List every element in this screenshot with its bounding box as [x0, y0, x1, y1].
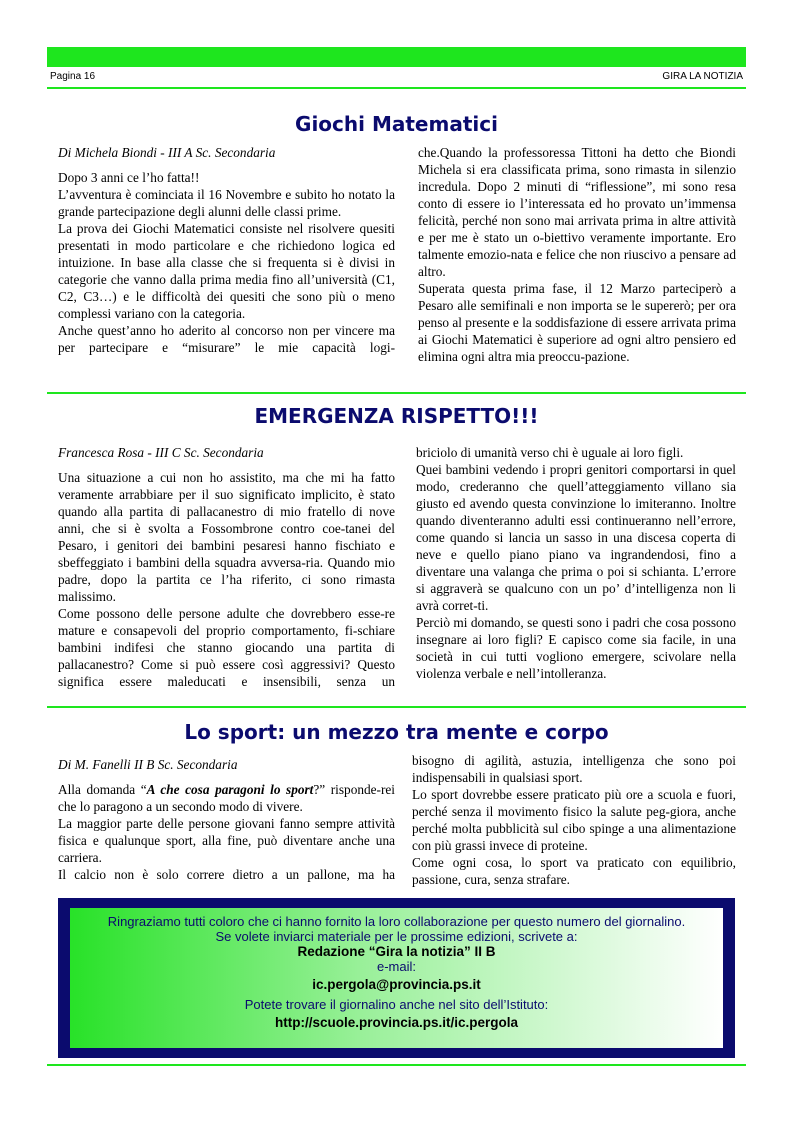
- question-suffix: ?” risponde-rei che lo paragono a un secondo modo di vivere.: [58, 782, 396, 814]
- site-text: Potete trovare il giornalino anche nel sito dell’Istituto:: [244, 997, 549, 1012]
- article1-byline: Di Michela Biondi - III A Sc. Secondaria: [58, 145, 276, 160]
- paragraph: bisogno di agilità, astuzia, intelligenza che sono poi indispensabili in qualsiasi sport.: [412, 753, 736, 785]
- paragraph: Come ogni cosa, lo sport va praticato con equilibrio, passione, cura, senza strafare.: [412, 855, 736, 887]
- email-address[interactable]: ic.pergola@provincia.ps.it: [312, 977, 481, 992]
- question-highlight: A che cosa paragoni lo sport: [146, 782, 314, 797]
- section-rule: [47, 706, 746, 708]
- paragraph: Lo sport dovrebbe essere praticato più ore a scuola e fuori, perché senza il movimento fisico la salute peg-giora, anche perché molta pubblicità sul cibo spinge a una alimentazione con più grassi invece di proteine.: [412, 787, 736, 853]
- article2-right-column: [416, 444, 736, 682]
- question-prefix: Alla domanda “: [58, 782, 147, 797]
- site-url-link[interactable]: http://scuole.provincia.ps.it/ic.pergola: [274, 1015, 519, 1030]
- paragraph: La prova dei Giochi Matematici consiste nel risolvere quesiti presentati in modo particolare e che richiedono logica ed intuizione. In base alla classe che si frequenta si è divisi in categorie che vanno dalla prima media fino all’università (C1, C2, C3…) e le difficoltà dei quesiti che sono più o meno complessi variano con la categoria.: [58, 221, 395, 321]
- article1-right-column: [418, 144, 736, 365]
- paragraph: Perciò mi domando, se questi sono i padri che cosa possono insegnare ai loro figli? E capisco come sia facile, in una società in cui tutti vogliono emergere, scivolare nella violenza verbale e nell’intolleranza.: [416, 615, 736, 681]
- paragraph: Dopo 3 anni ce l’ho fatta!!: [58, 170, 200, 185]
- journal-name: GIRA LA NOTIZIA: [662, 71, 743, 82]
- article-title-giochi: Giochi Matematici: [295, 112, 498, 136]
- paragraph: briciolo di umanità verso chi è uguale ai loro figli.: [416, 445, 684, 460]
- paragraph: Il calcio non è solo correre dietro a un pallone, ma ha: [58, 867, 395, 882]
- paragraph: Anche quest’anno ho aderito al concorso non per vincere ma per partecipare e “misurare” le mie capacità logi-: [58, 323, 395, 355]
- email-label: e-mail:: [376, 959, 416, 974]
- article-title-sport: Lo sport: un mezzo tra mente e corpo: [184, 720, 609, 744]
- header-rule: [47, 87, 746, 89]
- bottom-rule: [47, 1064, 746, 1066]
- article2-left-column: [58, 444, 395, 690]
- contact-box: [58, 898, 735, 1058]
- section-rule: [47, 392, 746, 394]
- page-number: Pagina 16: [50, 71, 96, 82]
- submission-text: Se volete inviarci materiale per le prossime edizioni, scrivete a:: [215, 929, 578, 944]
- redazione-name: Redazione “Gira la notizia” II B: [297, 944, 496, 959]
- paragraph: che.Quando la professoressa Tittoni ha detto che Biondi Michela si era classificata prima, sono rimasta in silenzio incredula. Dopo 2 minuti di “riflessione”, mi sono resa conto di essere io l’interessata ed ho provato un’immensa felicità, perché non sono mai arrivata prima in altre attività e per me è stato un o-biettivo veramente importante. Ero talmente emozio-nata e felice che non riuscivo a pensare ad altro.: [418, 145, 736, 279]
- paragraph: Come possono delle persone adulte che dovrebbero esse-re mature e consapevoli del proprio comportamento, fi-schiare bambini indifesi che stanno giocando una partita di pallacanestro? Come si può essere così aggressivi? Questo significa essere maleducati e insensibili, senza un: [58, 606, 395, 689]
- article1-left-column: [58, 144, 395, 356]
- article3-left-column: [58, 756, 395, 883]
- paragraph: Una situazione a cui non ho assistito, ma che mi ha fatto veramente arrabbiare per il suo significato implicito, è stato quando alla partita di pallacanestro di mio fratello di nove anni, che si è svolta a Fossombrone contro coe-tanei del Pesaro, i genitori dei bambini pesaresi hanno fischiato e sbeffeggiato i bambini della squadra avversa-ria. Quando mio padre, dopo la partita ce l’ha riferito, ci sono rimasta malissimo.: [58, 470, 395, 604]
- paragraph: [58, 781, 395, 815]
- paragraph: L’avventura è cominciata il 16 Novembre e subito ho notato la grande partecipazione degli alunni delle classi prime.: [58, 187, 395, 219]
- article3-right-column: [412, 752, 736, 888]
- article-title-emergenza: EMERGENZA RISPETTO!!!: [254, 404, 539, 428]
- article2-byline: Francesca Rosa - III C Sc. Secondaria: [58, 445, 264, 460]
- thanks-text: Ringraziamo tutti coloro che ci hanno fornito la loro collaborazione per questo numero del giornalino.: [107, 914, 686, 929]
- paragraph: Quei bambini vedendo i propri genitori comportarsi in quel modo, crederanno che quell’atteggiamento villano sia giusto ed avendo questa convinzione lo imiteranno. Inoltre quando diventeranno adulti essi continueranno nell’errore, come quando si lancia un sasso in una discesa coperta di neve e quello piano piano va ingrandendosi, fino a diventare una valanga che prima o poi si schianta. L’errore si aggraverà se qualcuno con un po’ d’intelligenza non li avrà corret-ti.: [416, 462, 736, 613]
- top-green-bar: [47, 47, 746, 67]
- paragraph: La maggior parte delle persone giovani fanno sempre attività fisica e qualunque sport, alla fine, può diventare anche una carriera.: [58, 816, 395, 865]
- contact-box-content: [70, 908, 723, 1048]
- article3-byline: Di M. Fanelli II B Sc. Secondaria: [58, 757, 238, 772]
- paragraph: Superata questa prima fase, il 12 Marzo parteciperò a Pesaro alle semifinali e non importa se le supererò; per ora penso al presente e la soddisfazione di essere arrivata prima ai Giochi Matematici è superiore ad ogni altro pensiero ed elimina ogni altra mia preoccu-pazione.: [418, 281, 736, 364]
